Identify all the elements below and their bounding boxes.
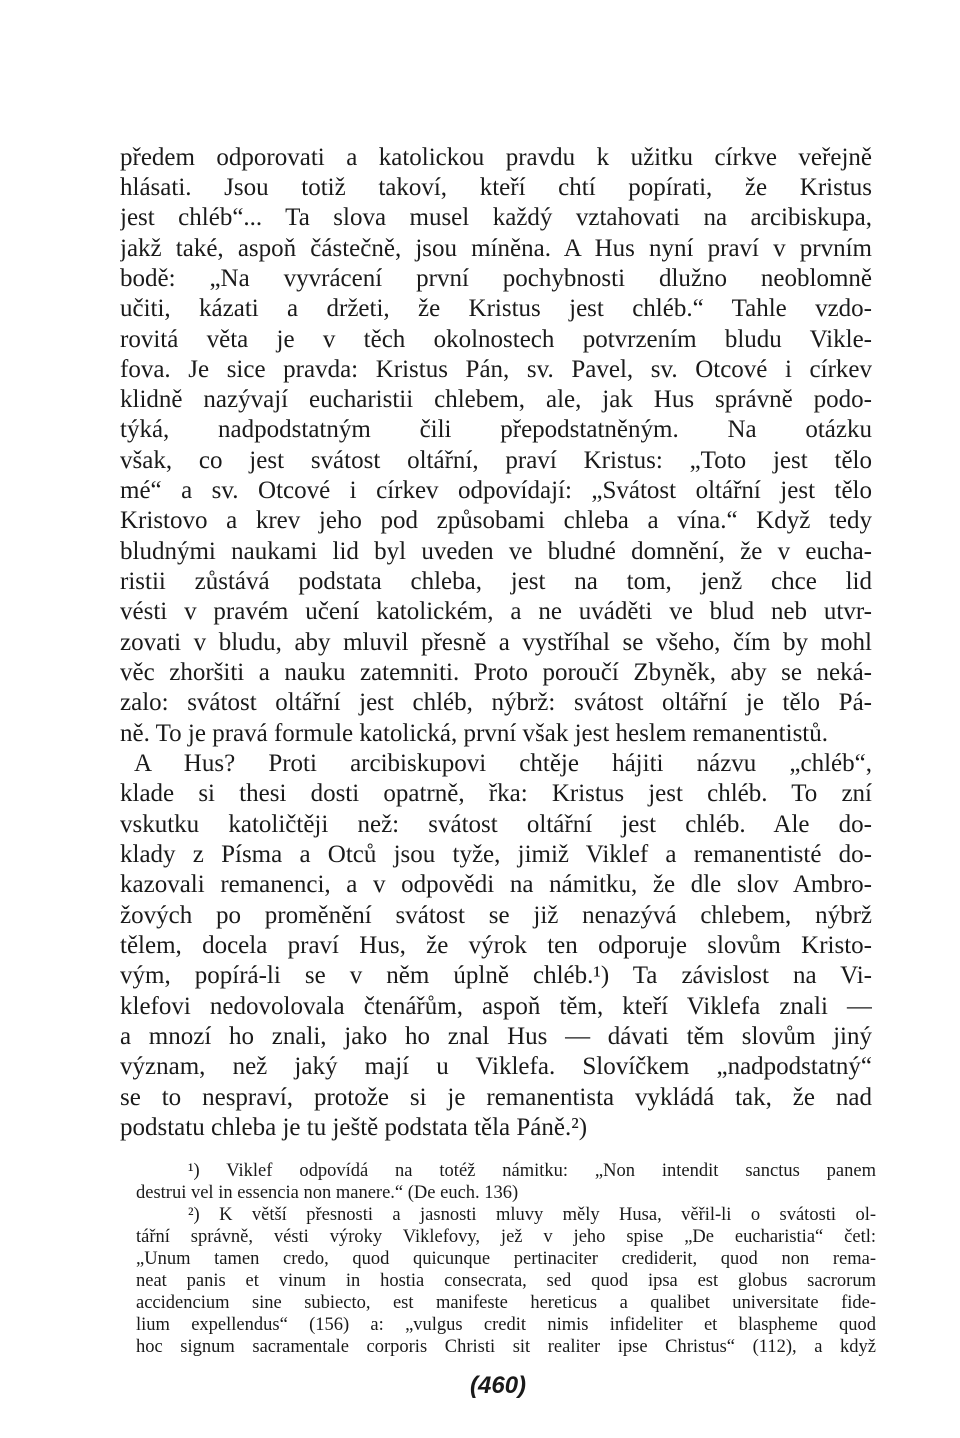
text-line: význam, než jaký mají u Viklefa. Slovíčkem „nadpodstatný“ [120,1053,872,1080]
text-line: jakž také, aspoň částečně, jsou míněna. A Hus nyní praví v prvním [120,235,872,262]
text-line: předem odporovati a katolickou pravdu k užitku církve veřejně [120,144,872,171]
text-line: zalo: svátost oltářní jest chléb, nýbrž: svátost oltářní je tělo Pá- [120,689,872,716]
text-line: vskutku katoličtěji než: svátost oltářní jest chléb. Ale do- [120,811,872,838]
text-line: tělem, docela praví Hus, že výrok ten odporuje slovům Kristo- [120,932,872,959]
footnote-line: hoc signum sacramentale corporis Christi sit realiter ipse Christus“ (112), a když [136,1337,876,1357]
page-number: (460) [470,1372,527,1399]
text-line: a mnozí ho znali, jako ho znal Hus — dávati těm slovům jiný [120,1023,872,1050]
text-line: klady z Písma a Otců jsou tyže, jimiž Viklef a remanentisté do- [120,841,872,868]
text-line: hlásati. Jsou totiž takoví, kteří chtí popírati, že Kristus [120,174,872,201]
footnote-line: destrui vel in essencia non manere.“ (De euch. 136) [136,1183,519,1203]
footnote-line: tářní správně, vésti výroky Viklefovy, jež v jeho spise „De eucharistia“ četl: [136,1227,876,1247]
text-line: A Hus? Proti arcibiskupovi chtěje hájiti názvu „chléb“, [134,750,872,777]
text-line: ně. To je pravá formule katolická, první však jest heslem remanentistů. [120,720,828,747]
text-line: kazovali remanenci, a v odpovědi na námitku, že dle slov Ambro- [120,871,872,898]
footnote-line: „Unum tamen credo, quod quicunque pertinaciter crediderit, quod non rema- [136,1249,876,1269]
footnote-line: ¹) Viklef odpovídá na totéž námitku: „Non intendit sanctus panem [188,1161,876,1181]
text-line: vésti v pravém učení katolickém, a ne uváděti ve blud neb utvr- [120,598,872,625]
text-line: fova. Je sice pravda: Kristus Pán, sv. Pavel, sv. Otcové i církev [120,356,872,383]
footnote-line: ²) K větší přesnosti a jasnosti mluvy měly Husa, věřil-li o svátosti ol- [188,1205,876,1225]
text-line: se to nespraví, protože si je remanentista vykládá tak, že nad [120,1084,872,1111]
text-line: podstatu chleba je tu ještě podstata těla Páně.²) [120,1114,588,1141]
text-line: Kristovo a krev jeho pod způsobami chleba a vína.“ Když tedy [120,507,872,534]
text-line: však, co jest svátost oltářní, praví Kristus: „Toto jest tělo [120,447,872,474]
text-line: bodě: „Na vyvrácení první pochybnosti dlužno neoblomně [120,265,872,292]
text-line: týká, nadpodstatným čili přepodstatněným. Na otázku [120,416,872,443]
text-line: jest chléb“... Ta slova musel každý vztahovati na arcibiskupa, [120,204,872,231]
text-line: žových po proměnění svátost se již nenazývá chlebem, nýbrž [120,902,872,929]
text-line: zovati v bludu, aby mluvil přesně a vystříhal se všeho, čím by mohl [120,629,872,656]
text-line: bludnými naukami lid byl uveden ve bludné domnění, že v eucha- [120,538,872,565]
text-line: rovitá věta je v těch okolnostech potvrzením bludu Vikle- [120,326,872,353]
footnote-line: lium expellendus“ (156) a: „vulgus credit nimis infideliter et blaspheme quod [136,1315,876,1335]
footnote-line: accidencium sine subiecto, est manifeste hereticus a qualibet universitate fide- [136,1293,876,1313]
text-line: klefovi nedovolovala čtenářům, aspoň těm, kteří Viklefa znali — [120,993,872,1020]
text-line: ristii zůstává podstata chleba, jest na tom, jenž chce lid [120,568,872,595]
text-line: klidně nazývají eucharistii chlebem, ale, jak Hus správně podo- [120,386,872,413]
text-line: učiti, kázati a držeti, že Kristus jest chléb.“ Tahle vzdo- [120,295,872,322]
footnote-line: neat panis et vinum in hostia consecrata, sed quod ipsa est globus sacrorum [136,1271,876,1291]
text-line: vým, popírá-li se v něm úplně chléb.¹) Ta závislost na Vi- [120,962,872,989]
text-line: věc zhoršiti a nauku zatemniti. Proto poroučí Zbyněk, aby se neká- [120,659,872,686]
text-line: klade si thesi dosti opatrně, řka: Kristus jest chléb. To zní [120,780,872,807]
text-line: mé“ a sv. Otcové i církev odpovídají: „Svátost oltářní jest tělo [120,477,872,504]
